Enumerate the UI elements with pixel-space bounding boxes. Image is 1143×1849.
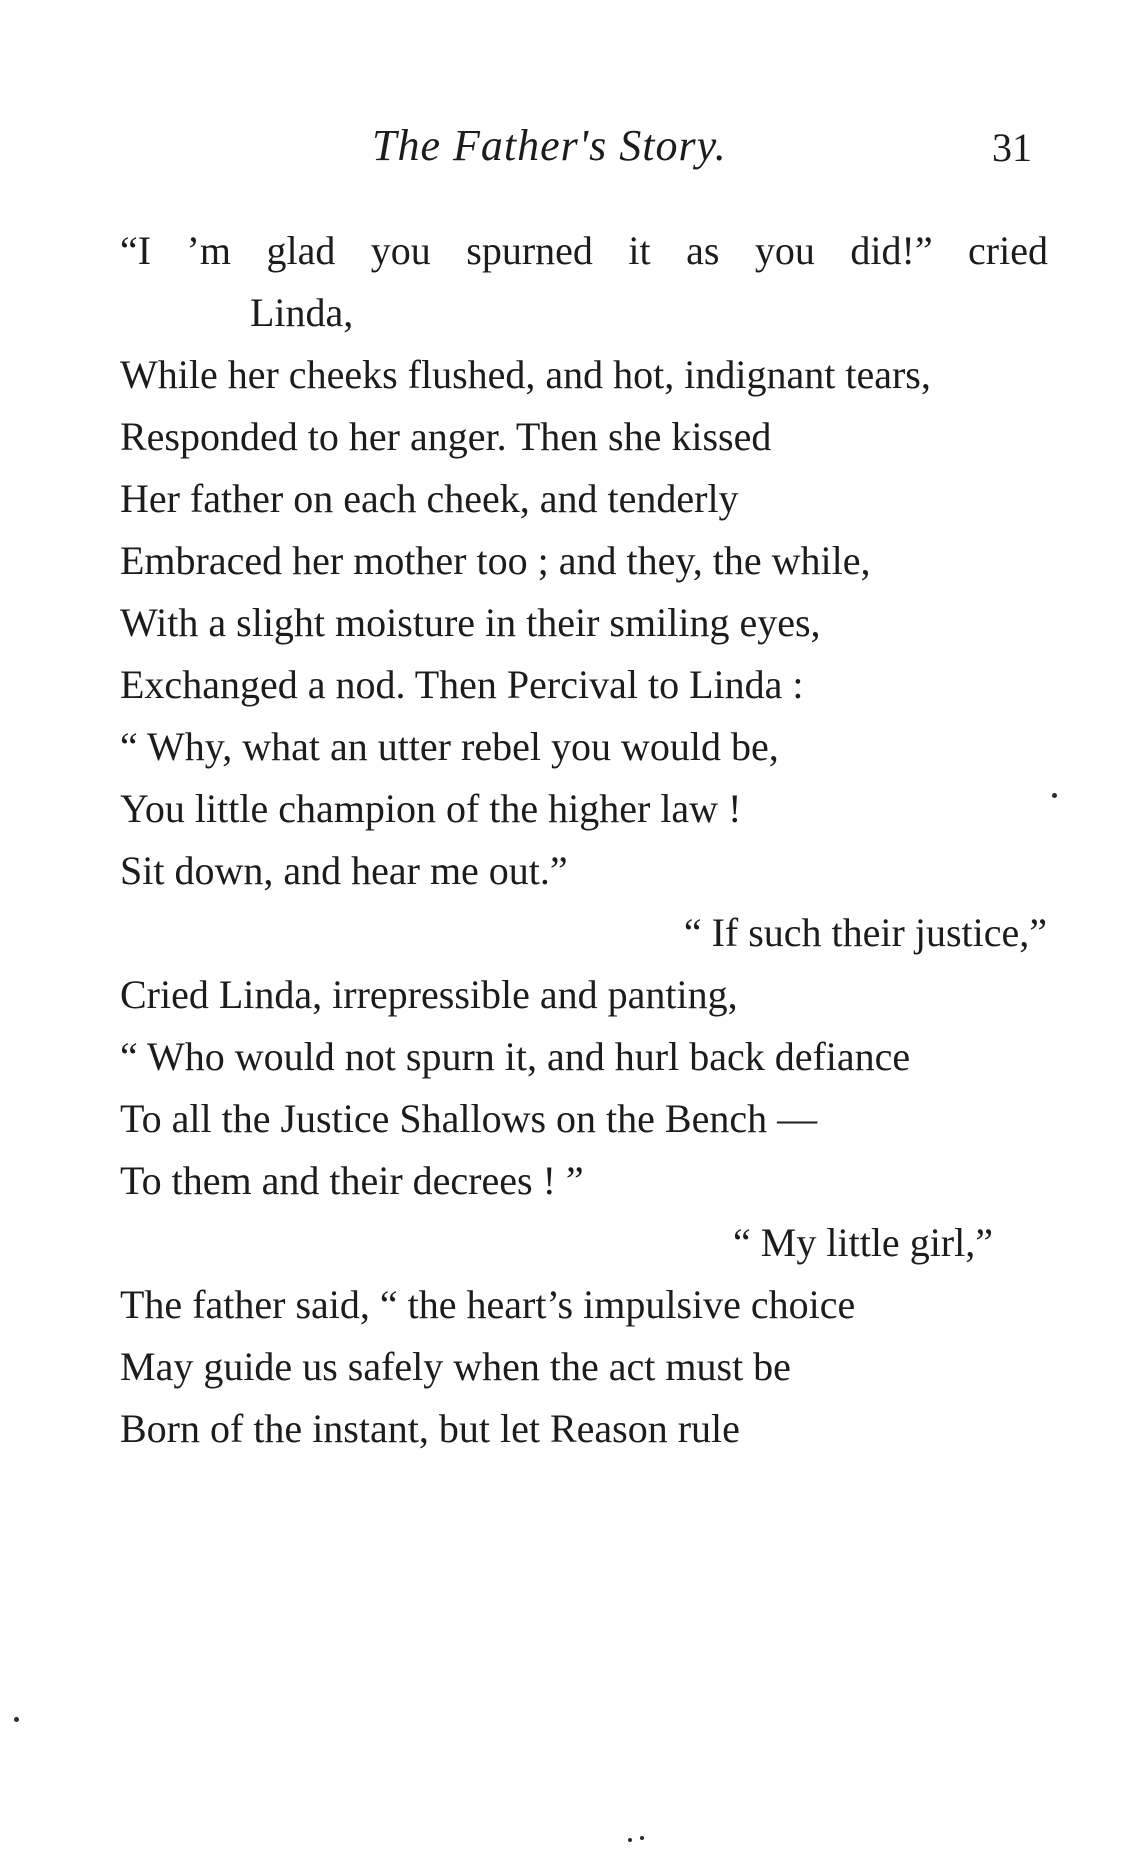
verse-line: “ Who would not spurn it, and hurl back defiance: [120, 1034, 911, 1079]
print-speck: [628, 1838, 632, 1842]
verse-line: You little champion of the higher law !: [120, 786, 742, 831]
verse-line: “ If such their justice,”: [683, 910, 1047, 955]
print-speck: [14, 1717, 19, 1722]
print-speck: [640, 1836, 644, 1840]
verse-line: Embraced her mother too ; and they, the while,: [120, 538, 871, 583]
verse-line: Exchanged a nod. Then Percival to Linda :: [120, 662, 804, 707]
verse-line: Cried Linda, irrepressible and panting,: [120, 972, 738, 1017]
verse-line: Responded to her anger. Then she kissed: [120, 414, 772, 459]
verse-line: Sit down, and hear me out.”: [120, 848, 568, 893]
verse-line: To all the Justice Shallows on the Bench —: [120, 1096, 818, 1141]
page-number: 31: [992, 125, 1032, 170]
verse-line: Born of the instant, but let Reason rule: [120, 1406, 740, 1451]
verse-line: To them and their decrees ! ”: [120, 1158, 584, 1203]
verse-line: “I ’m glad you spurned it as you did!” cried: [120, 228, 1048, 273]
running-head: [0, 120, 1143, 180]
verse-line: While her cheeks flushed, and hot, indignant tears,: [120, 352, 931, 397]
running-title: The Father's Story.: [372, 121, 727, 170]
verse-line: May guide us safely when the act must be: [120, 1344, 791, 1389]
verse-line: With a slight moisture in their smiling eyes,: [120, 600, 821, 645]
verse-line: “ Why, what an utter rebel you would be,: [120, 724, 779, 769]
verse-line: The father said, “ the heart’s impulsive choice: [120, 1282, 856, 1327]
verse-line: Linda,: [250, 290, 354, 335]
verse-line: Her father on each cheek, and tenderly: [120, 476, 739, 521]
print-speck: [1052, 793, 1057, 798]
verse-line: “ My little girl,”: [733, 1220, 993, 1265]
